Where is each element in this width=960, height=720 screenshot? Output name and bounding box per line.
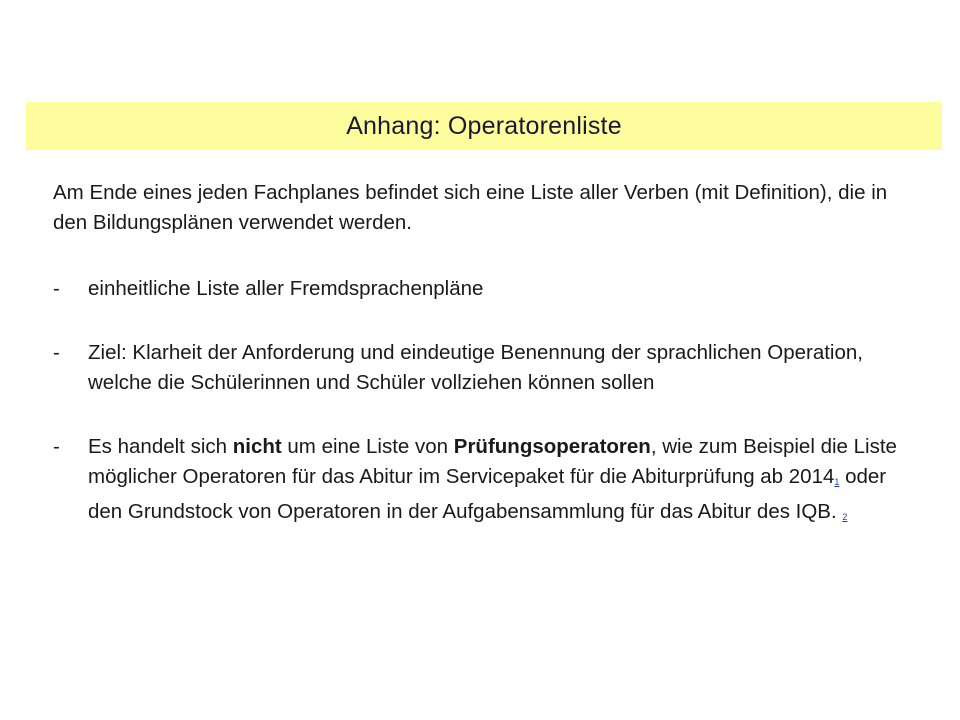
bullet-item-uniform-list [53, 274, 913, 304]
bullet-bold-text: Prüfungsoperatoren [453, 435, 651, 458]
bullet-text: Ziel: Klarheit der Anforderung und eindeutige Benennung der sprachlichen Operation, welche die Schülerinnen und Schüler vollziehen können sollen [88, 341, 863, 394]
bullet-text: einheitliche Liste aller Fremdsprachenpläne [88, 277, 484, 300]
bullet-marker: - [53, 341, 60, 364]
footnote-link-1[interactable]: 1 [834, 477, 840, 487]
bullet-text-part: Es handelt sich [88, 435, 233, 458]
page-title: Anhang: Operatorenliste [346, 111, 622, 140]
bullet-text-part: um eine Liste von [281, 435, 454, 458]
bullet-bold-text: nicht [232, 435, 282, 458]
bullet-text-part: oder den Grundstock von Operatoren in der Aufgabensammlung für das Abitur des IQB. [88, 465, 887, 523]
title-bar [26, 102, 942, 150]
intro-paragraph: Am Ende eines jeden Fachplanes befindet sich eine Liste aller Verben (mit Definition), die in den Bildungsplänen verwendet werden. [53, 181, 888, 234]
bullet-marker: - [53, 277, 60, 300]
footnote-link-2[interactable]: 2 [842, 512, 848, 522]
bullet-list [53, 274, 913, 532]
bullet-item-goal [53, 338, 913, 398]
bullet-text-part: , wie zum Beispiel die Liste möglicher Operatoren für das Abitur im Servicepaket für die Abiturprüfung ab 2014 [88, 435, 897, 488]
bullet-marker: - [53, 435, 60, 458]
bullet-item-not-exam-operators [53, 432, 913, 532]
slide-content [53, 178, 913, 532]
